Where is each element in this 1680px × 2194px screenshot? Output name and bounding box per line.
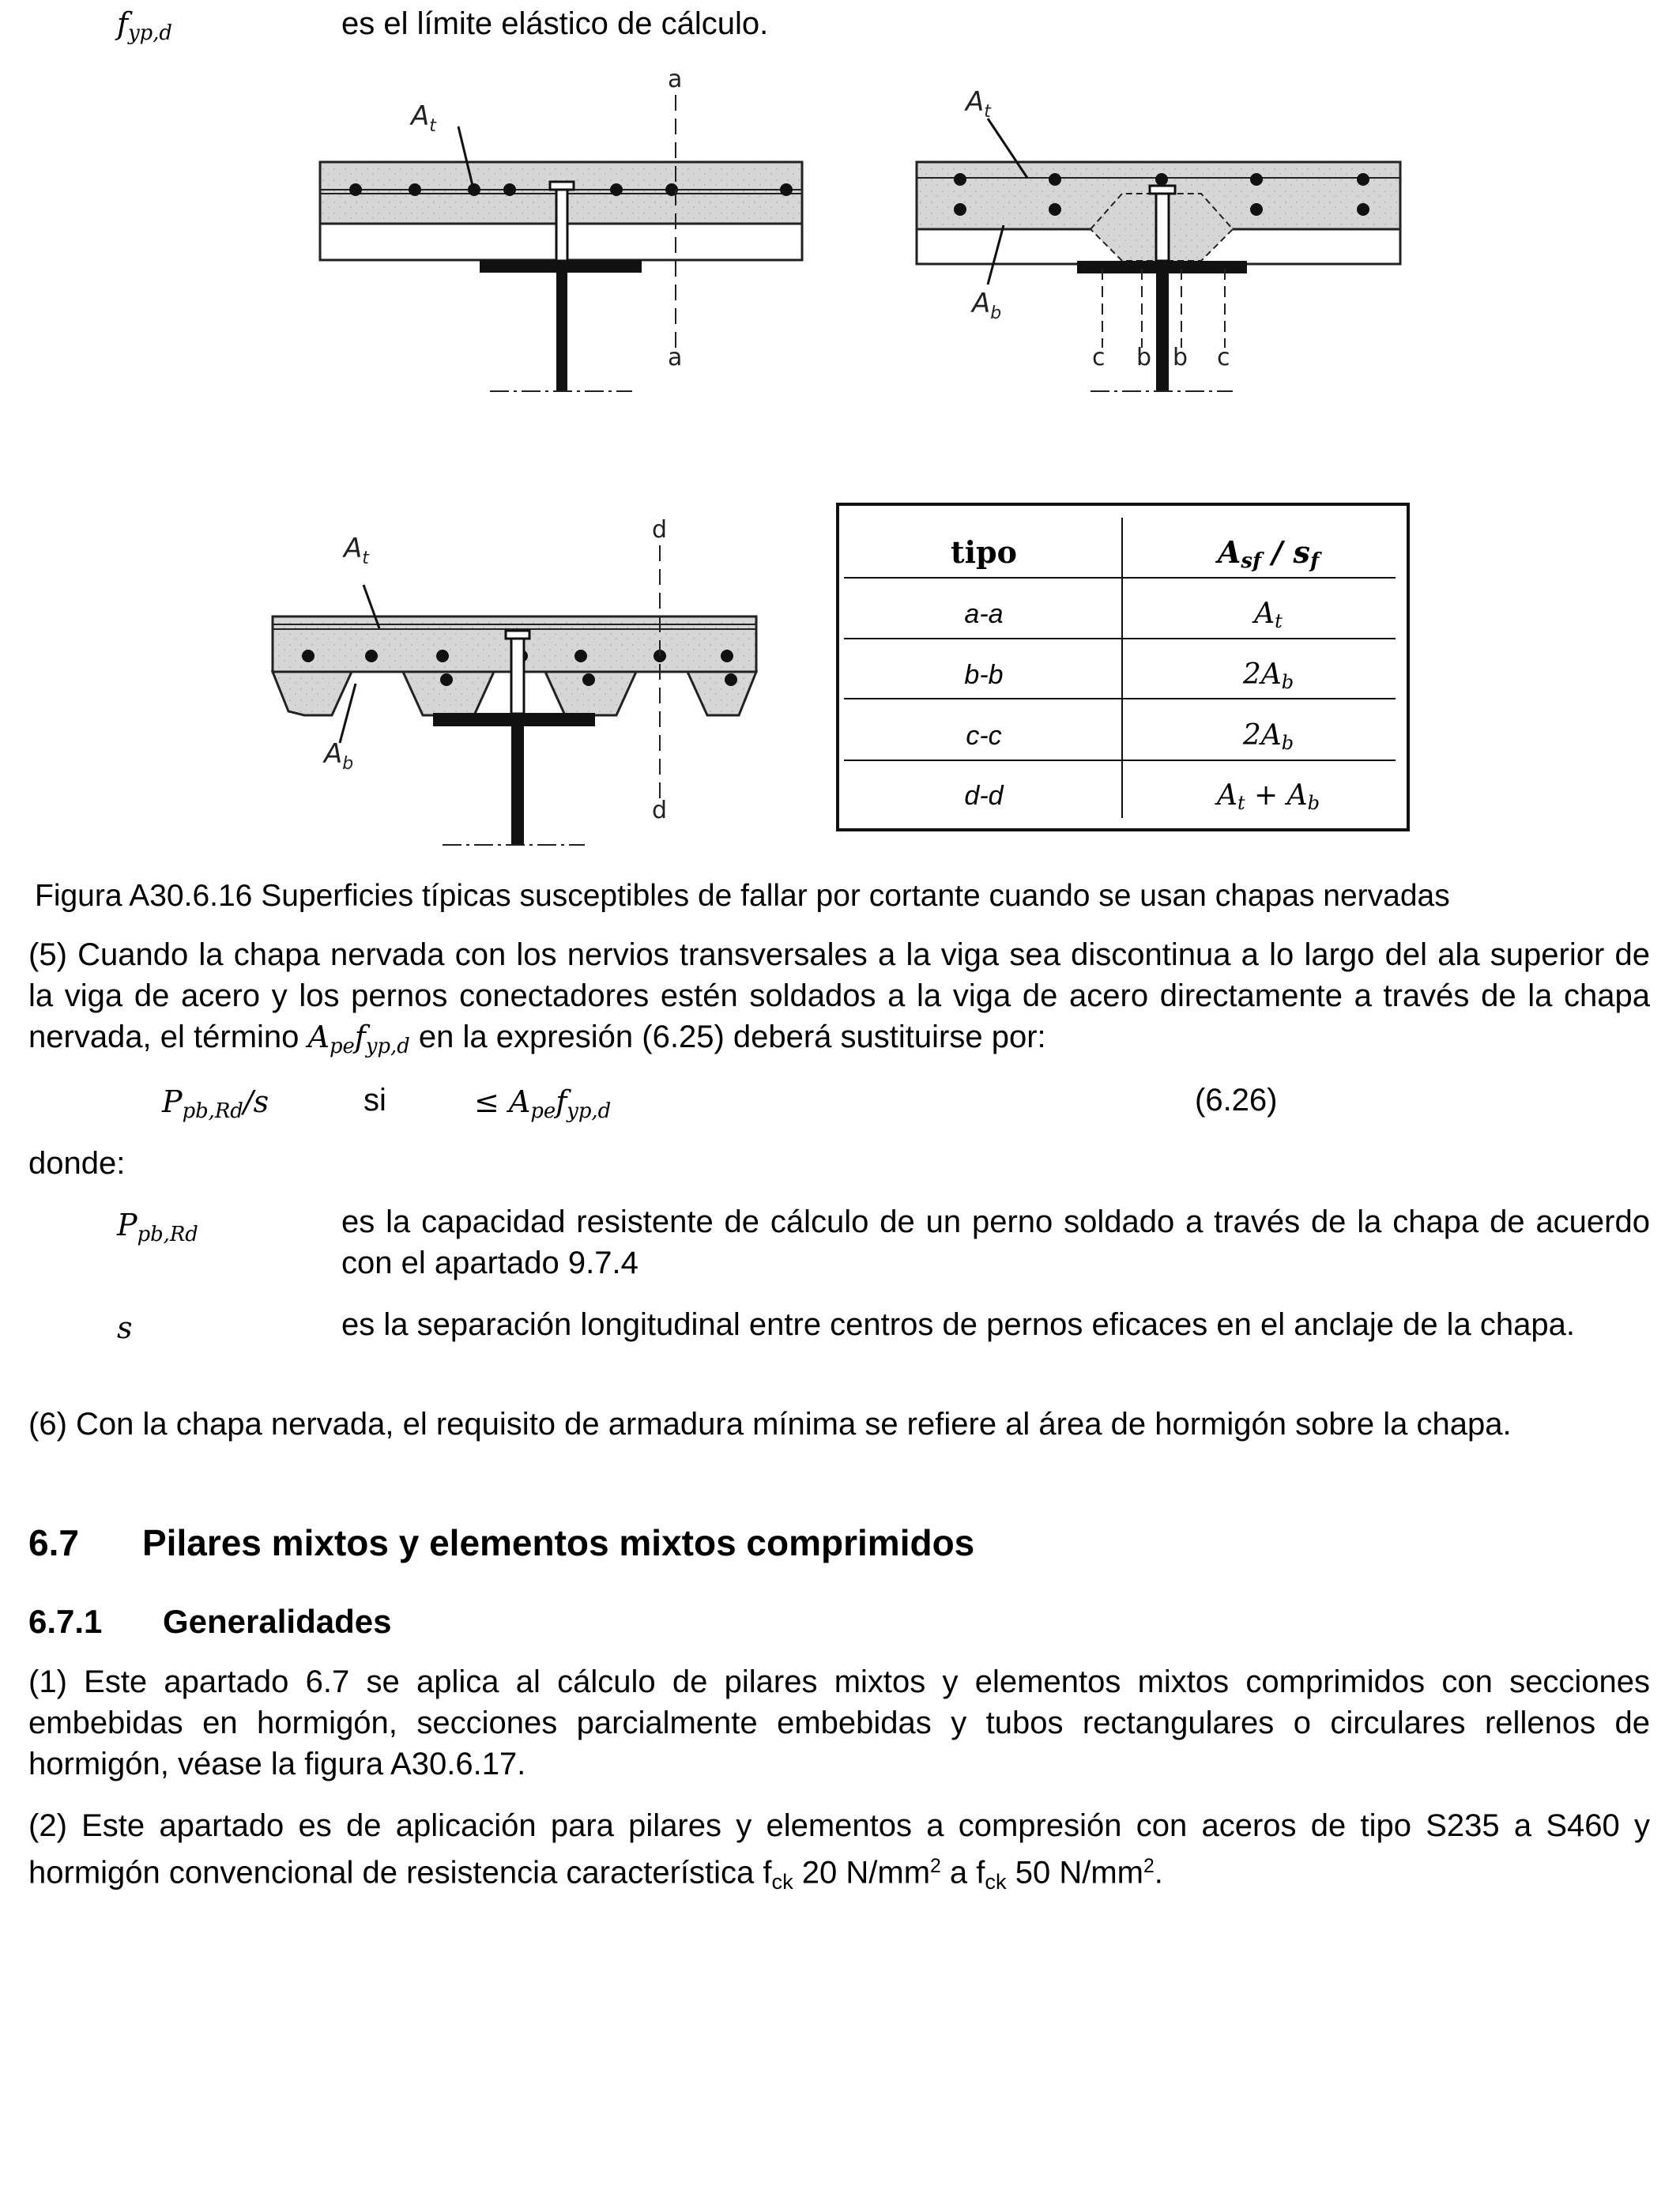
equation-lhs: $P_{pb,Rd}/s$ bbox=[162, 1084, 269, 1124]
shear-surface-table bbox=[838, 504, 1408, 830]
label-c-left: c bbox=[1092, 344, 1106, 371]
label-d-bottom: d bbox=[652, 797, 668, 824]
top-definition-text: es el límite elástico de cálculo. bbox=[341, 6, 769, 41]
table-row-value-0: At bbox=[1254, 598, 1283, 632]
definition-text: es la capacidad resistente de cálculo de un perno soldado a través de la chapa de acuerdo con el apartado 9.7.4 bbox=[341, 1204, 1650, 1280]
label-d-top: d bbox=[652, 516, 668, 544]
table-row-tipo-1: b-b bbox=[964, 660, 1004, 690]
equation-6-26 bbox=[0, 1080, 1680, 1127]
label-b-left: b bbox=[1136, 344, 1152, 371]
label-At-3: $A_t$ bbox=[344, 533, 369, 568]
paragraph-6: (6) Con la chapa nervada, el requisito de armadura mínima se refiere al área de hormigón sobre la chapa. bbox=[28, 1407, 1512, 1442]
definition-symbol: s bbox=[117, 1310, 133, 1345]
label-At-2: $A_t$ bbox=[966, 86, 991, 122]
figure-caption: Figura A30.6.16 Superficies típicas susceptibles de fallar por cortante cuando se usan chapas nervadas bbox=[35, 879, 1450, 913]
paragraph-2: (2) Este apartado es de aplicación para pilares y elementos a compresión con aceros de tipo S235 a S460 y hormigón convencional de resistencia característica $f_{ck}$ 20 $N/mm^2$ a $f_{ck}$ 50 $N/mm^2$. bbox=[28, 1808, 1650, 1894]
table-row-tipo-0: a-a bbox=[964, 599, 1004, 629]
label-a-bottom: a bbox=[668, 344, 683, 371]
equation-rhs: ≤ $A_{pe}f_{yp,d}$ bbox=[474, 1084, 612, 1124]
paragraph-1: (1) Este apartado 6.7 se aplica al cálculo de pilares mixtos y elementos mixtos comprimidos con secciones embebidas en hormigón, secciones parcialmente embebidas y tubos rectangulares o circulares rellenos de hormigón, véase la figura A30.6.17. bbox=[28, 1664, 1650, 1781]
symbol-fypd: $f_{yp,d}$ bbox=[117, 6, 172, 46]
label-At-1: $A_t$ bbox=[411, 100, 436, 136]
equation-si: si bbox=[363, 1083, 386, 1118]
definition-symbol: $P_{pb,Rd}$ bbox=[117, 1208, 198, 1247]
table-header-tipo: tipo bbox=[951, 534, 1017, 570]
diagram-haunched-slab bbox=[917, 86, 1400, 392]
label-a-top: a bbox=[668, 66, 683, 93]
label-Ab-2: $A_b$ bbox=[972, 288, 1002, 323]
subsection-heading: 6.7.1 Generalidades bbox=[28, 1603, 392, 1640]
table-row-value-1: 2Ab bbox=[1242, 658, 1294, 693]
shear-surfaces-figure bbox=[0, 47, 1680, 854]
diagram-solid-slab bbox=[320, 66, 802, 391]
top-definition bbox=[117, 3, 1658, 54]
section-heading: 6.7 Pilares mixtos y elementos mixtos comprimidos bbox=[28, 1522, 975, 1563]
definition-text: es la separación longitudinal entre centros de pernos eficaces en el anclaje de la chapa. bbox=[341, 1307, 1576, 1342]
paragraph-5: (5) Cuando la chapa nervada con los nervios transversales a la viga sea discontinua a lo largo del ala superior de la viga de acero y los pernos conectadores estén soldados a la viga de acero directamente a través de la chapa nervada, el término $A_{pe}f_{yp,d}$ en la expresión (6.25) deberá sustituirse por: bbox=[28, 937, 1650, 1059]
table-header-asf: Asf / sf bbox=[1217, 534, 1320, 573]
table-row-tipo-3: d-d bbox=[964, 781, 1004, 811]
table-row-value-3: At + Ab bbox=[1216, 779, 1320, 814]
table-row-value-2: 2Ab bbox=[1242, 719, 1294, 754]
label-c-right: c bbox=[1217, 344, 1230, 371]
label-b-right: b bbox=[1173, 344, 1188, 371]
label-Ab-3: $A_b$ bbox=[324, 738, 354, 774]
donde-label: donde: bbox=[28, 1146, 126, 1181]
table-row-tipo-2: c-c bbox=[966, 721, 1002, 751]
equation-number: (6.26) bbox=[1195, 1083, 1278, 1118]
diagram-profiled-sheeting bbox=[273, 516, 756, 845]
